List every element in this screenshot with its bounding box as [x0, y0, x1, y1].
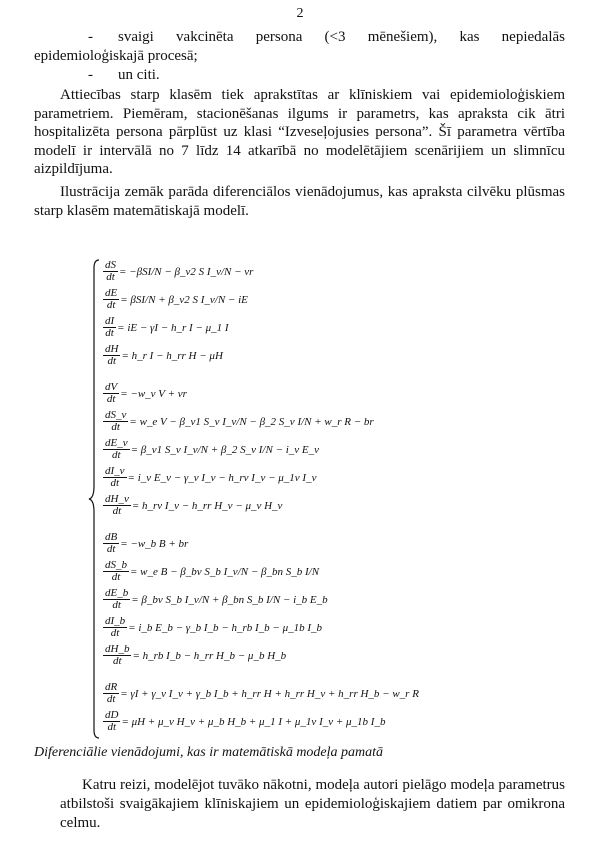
derivative-fraction	[103, 560, 129, 583]
derivative-fraction	[103, 644, 131, 667]
equation-system	[88, 258, 418, 740]
derivative-denominator: dt	[112, 599, 121, 611]
bullet-text-line1: svaigi vakcinēta persona (<3 mēnešiem), kas nepiedalās	[118, 29, 565, 45]
equation-row	[102, 494, 282, 517]
derivative-denominator: dt	[112, 449, 121, 461]
derivative-numerator: dS_v	[105, 409, 127, 421]
derivative-fraction	[103, 532, 119, 555]
derivative-numerator: dE_v	[105, 437, 128, 449]
derivative-numerator: dI_v	[105, 465, 125, 477]
derivative-denominator: dt	[106, 271, 115, 283]
equation-rhs: = −βSI/N − β_v2 S I_v/N − vr	[119, 265, 254, 278]
equation-row	[102, 710, 385, 733]
equation-row	[102, 616, 322, 639]
derivative-numerator: dE	[105, 287, 118, 299]
derivative-numerator: dI	[105, 315, 115, 327]
equation-rhs: = h_rb I_b − h_rr H_b − μ_b H_b	[132, 649, 287, 662]
equation-rhs: = w_e B − β_bv S_b I_v/N − β_bn S_b I/N	[130, 565, 320, 578]
derivative-denominator: dt	[111, 571, 121, 583]
derivative-denominator: dt	[106, 543, 116, 555]
derivative-denominator: dt	[105, 327, 114, 339]
derivative-denominator: dt	[112, 505, 122, 517]
equation-row	[102, 560, 319, 583]
derivative-denominator: dt	[107, 721, 116, 733]
figure-caption: Diferenciālie vienādojumi, kas ir matemātiskā modeļa pamatā	[34, 745, 384, 760]
left-brace	[88, 258, 102, 740]
derivative-fraction	[103, 494, 131, 517]
derivative-fraction	[103, 616, 127, 639]
paragraph-model-updates: Katru reizi, modelējot tuvāko nākotni, modeļa autori pielāgo modeļa parametrus atbilstoši svaigākajiem klīniskajiem un epidemioloģiskajiem datiem par omikrona celmu.	[60, 777, 565, 831]
derivative-fraction	[103, 682, 119, 705]
bullet-dash: -	[88, 67, 93, 83]
derivative-denominator: dt	[112, 655, 122, 667]
derivative-denominator: dt	[110, 477, 120, 489]
derivative-fraction	[103, 316, 116, 339]
equation-rhs: = −w_v V + vr	[120, 387, 187, 400]
equation-row	[102, 410, 374, 433]
derivative-denominator: dt	[110, 627, 120, 639]
derivative-denominator: dt	[111, 421, 120, 433]
derivative-denominator: dt	[106, 693, 116, 705]
equation-rhs: = iE − γI − h_r I − μ_1 I	[117, 321, 229, 334]
equation-rhs: = i_v E_v − γ_v I_v − h_rv I_v − μ_1v I_v	[127, 471, 317, 484]
equation-row	[102, 466, 316, 489]
derivative-numerator: dH	[105, 343, 119, 355]
equation-row	[102, 588, 328, 611]
derivative-numerator: dV	[105, 381, 118, 393]
derivative-fraction	[103, 382, 119, 405]
bullet-item	[60, 28, 565, 47]
bullet-item	[60, 66, 160, 85]
equation-rhs: = h_rv I_v − h_rr H_v − μ_v H_v	[131, 499, 283, 512]
paragraph-illustration: Ilustrācija zemāk parāda diferenciālos vienādojumus, kas apraksta cilvēku plūsmas starp klasēm matemātiskajā modelī.	[34, 184, 565, 219]
equation-rhs: = γI + γ_v I_v + γ_b I_b + h_rr H + h_rr H_v + h_rr H_b − w_r R	[120, 687, 419, 700]
equation-rhs: = μH + μ_v H_v + μ_b H_b + μ_1 I + μ_1v I_v + μ_1b I_b	[121, 715, 386, 728]
equation-row	[102, 644, 286, 667]
derivative-numerator: dI_b	[105, 615, 126, 627]
equation-row	[102, 682, 419, 705]
derivative-numerator: dR	[105, 681, 118, 693]
derivative-numerator: dH_b	[105, 643, 130, 655]
equation-rhs: = w_e V − β_v1 S_v I_v/N − β_2 S_v I/N + w_r R − br	[129, 415, 374, 428]
derivative-fraction	[103, 710, 120, 733]
derivative-numerator: dD	[105, 709, 119, 721]
bullet-dash: -	[88, 29, 93, 45]
derivative-fraction	[103, 588, 130, 611]
derivative-fraction	[103, 438, 130, 461]
derivative-numerator: dE_b	[105, 587, 129, 599]
equation-row	[102, 316, 229, 339]
derivative-numerator: dS_b	[105, 559, 127, 571]
equation-row	[102, 382, 187, 405]
equation-rhs: = h_r I − h_rr H − μH	[121, 349, 223, 362]
derivative-fraction	[103, 260, 118, 283]
derivative-fraction	[103, 466, 127, 489]
equation-rhs: = βSI/N + β_v2 S I_v/N − iE	[120, 293, 248, 306]
bullet-text-line2: epidemioloģiskajā procesā;	[34, 48, 198, 64]
equation-rhs: = −w_b B + br	[120, 537, 189, 550]
equation-rhs: = β_v1 S_v I_v/N + β_2 S_v I/N − i_v E_v	[130, 443, 320, 456]
equation-row	[102, 438, 319, 461]
equation-row	[102, 260, 253, 283]
derivative-fraction	[103, 410, 128, 433]
equation-row	[102, 532, 188, 555]
derivative-numerator: dH_v	[105, 493, 129, 505]
derivative-numerator: dS	[105, 259, 116, 271]
equation-rhs: = i_b E_b − γ_b I_b − h_rb I_b − μ_1b I_b	[128, 621, 323, 634]
derivative-numerator: dB	[105, 531, 118, 543]
derivative-denominator: dt	[106, 393, 116, 405]
derivative-denominator: dt	[107, 355, 116, 367]
bullet-text: un citi.	[118, 67, 160, 83]
equation-row	[102, 344, 223, 367]
derivative-fraction	[103, 288, 119, 311]
equation-row	[102, 288, 248, 311]
derivative-denominator: dt	[106, 299, 116, 311]
paragraph-classes: Attiecības starp klasēm tiek aprakstītas ar klīniskiem vai epidemioloģiskiem parametriem. Piemēram, stacionēšanas ilgums ir parametrs, kas apraksta cik ātri hospitalizēta persona pārplūst uz klasi “Izveseļojusies persona”. Šī parametra vērtība modelī ir intervālā no 7 līdz 14 atkarībā no modelētājiem scenārijiem un slimnīcu aizpildījuma.	[34, 87, 565, 177]
derivative-fraction	[103, 344, 120, 367]
equation-rhs: = β_bv S_b I_v/N + β_bn S_b I/N − i_b E_b	[131, 593, 328, 606]
page-number: 2	[296, 6, 304, 21]
